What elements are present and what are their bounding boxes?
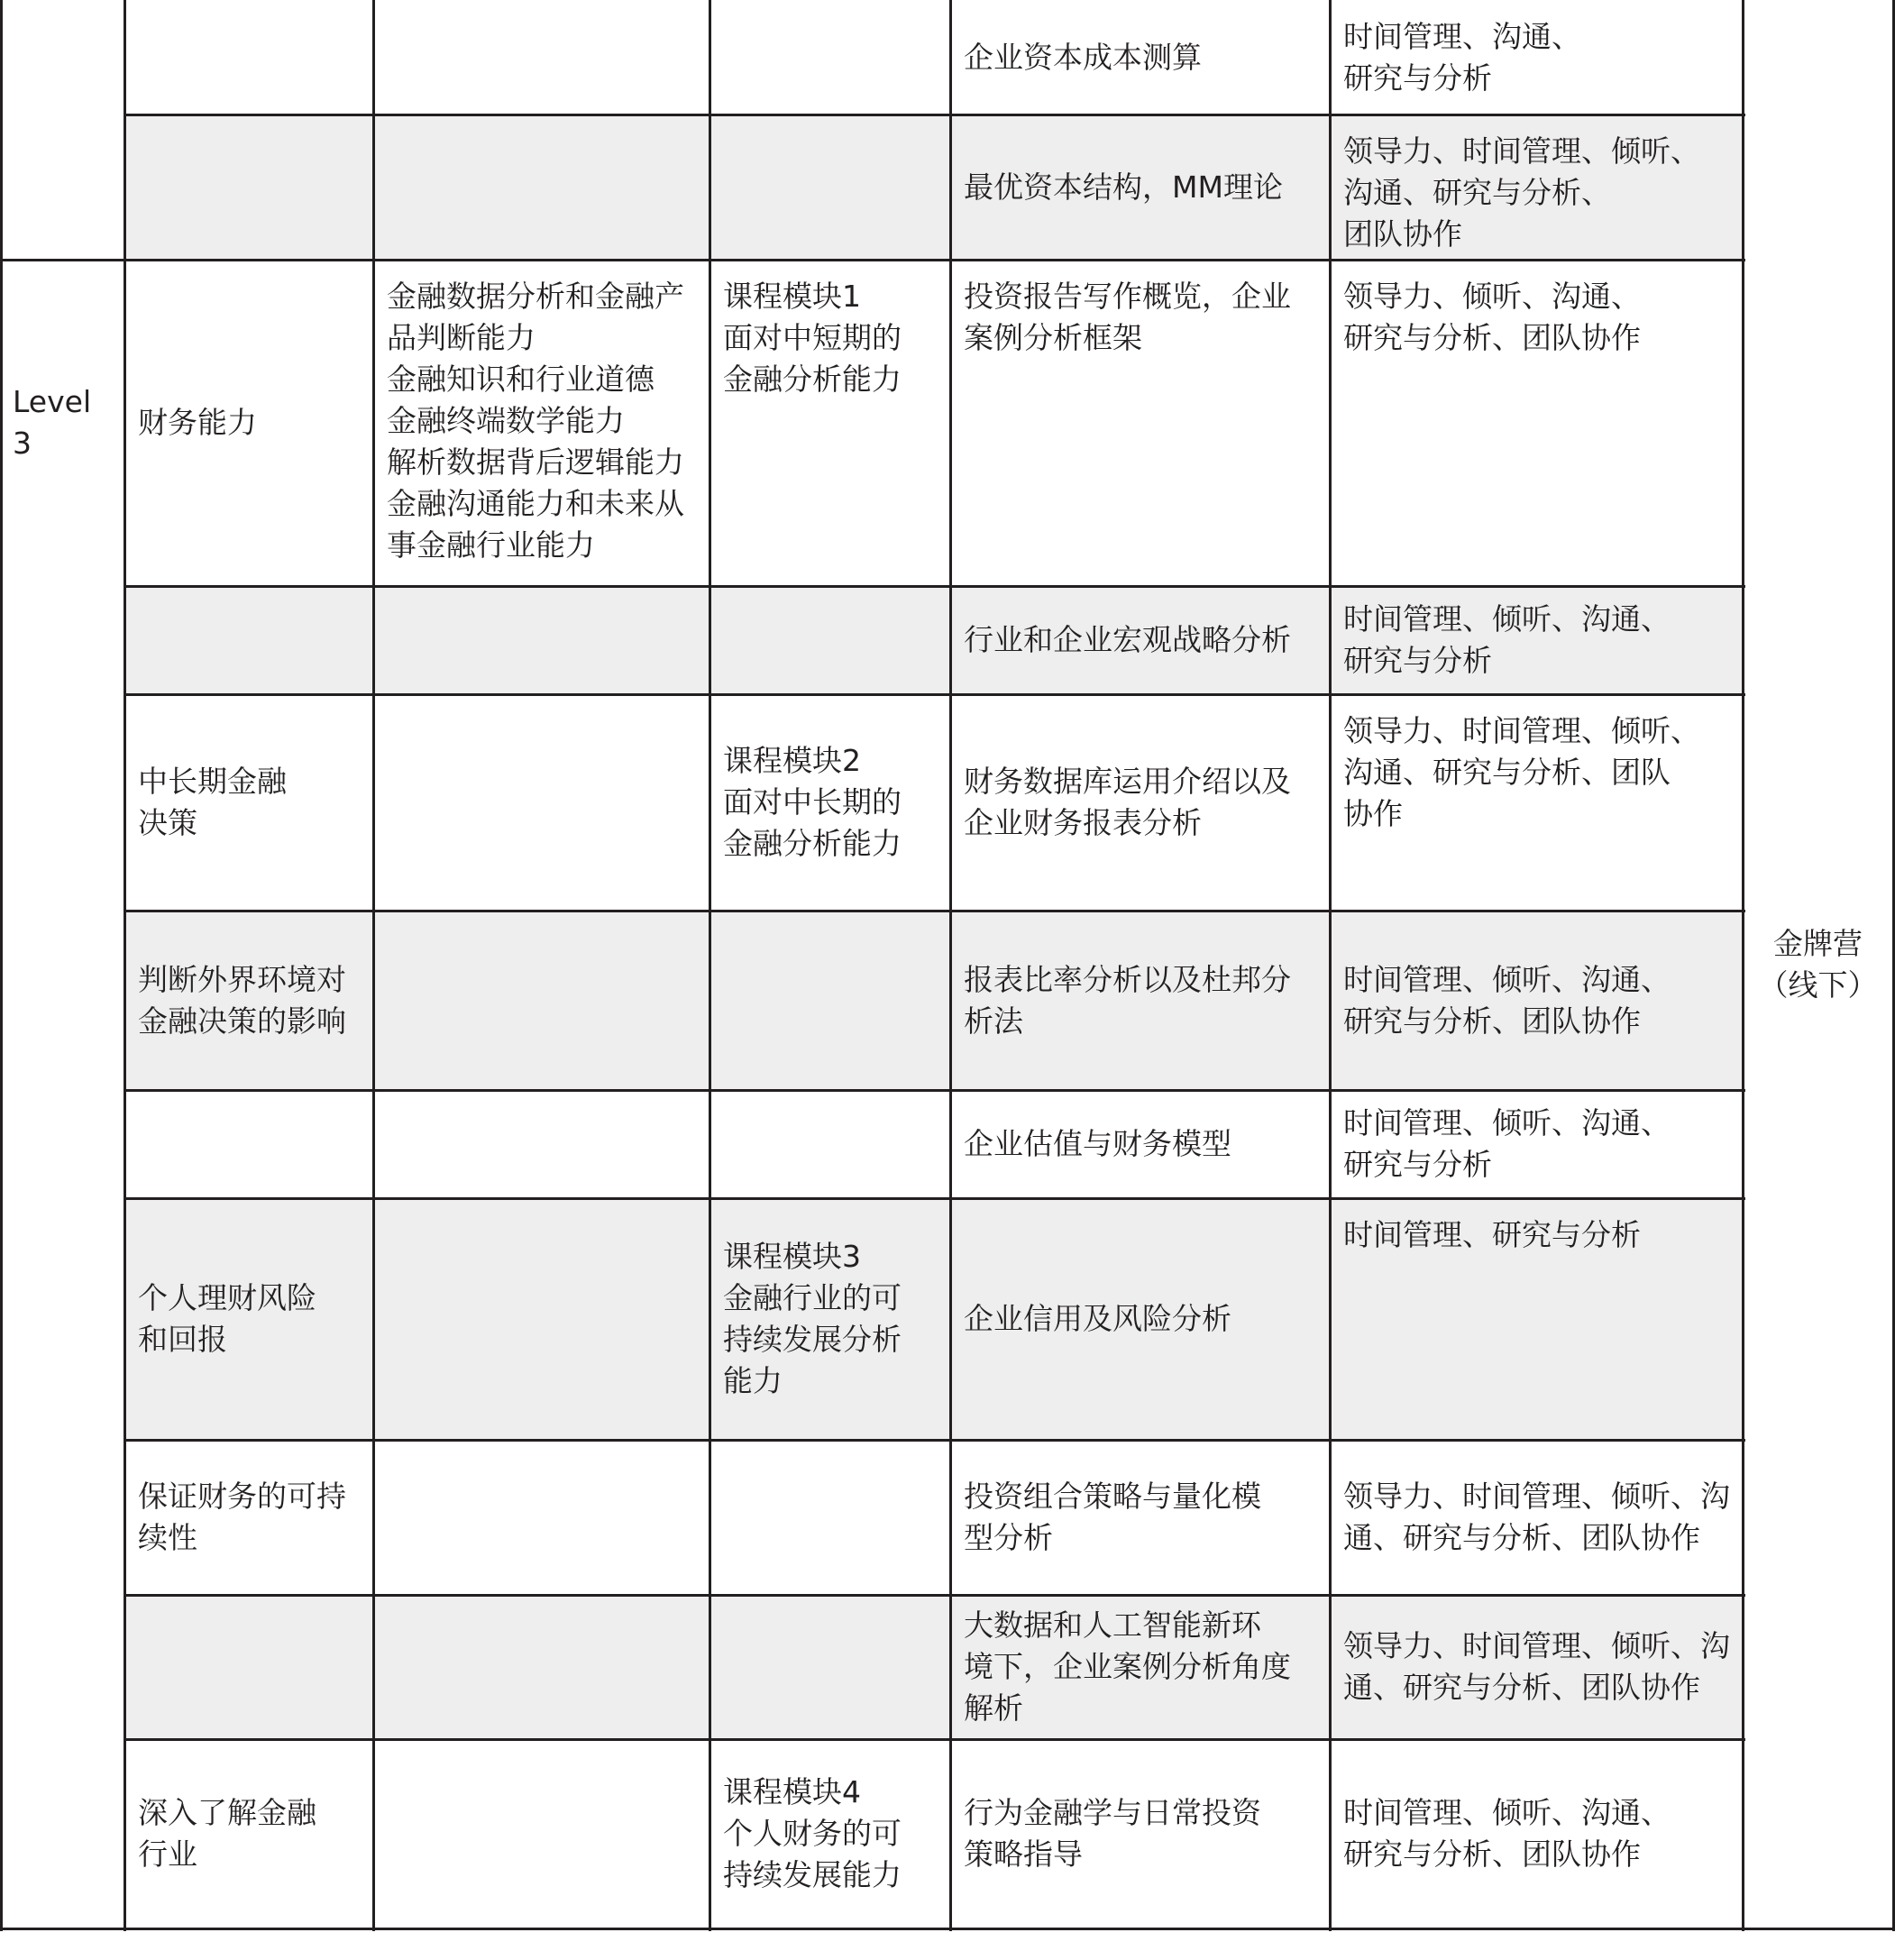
cell-text-line: 沟通、研究与分析、团队 [1343, 755, 1671, 790]
cell-text-line: 领导力、时间管理、倾听、沟 [1343, 1479, 1730, 1514]
cell-text-line: 境下，企业案例分析角度 [964, 1649, 1291, 1684]
cell-text-line: 研究与分析 [1343, 643, 1492, 678]
cell-text-line: 金融沟通能力和未来从 [387, 486, 684, 521]
cell-col4 [709, 1739, 950, 1928]
cell-text-line: 金融终端数学能力 [387, 403, 625, 438]
cell-text-line: 企业信用及风险分析 [964, 1301, 1231, 1336]
cell-text-line: 企业估值与财务模型 [964, 1126, 1231, 1161]
cell-text-line: 时间管理、沟通、 [1343, 18, 1581, 54]
cell-text-line: 研究与分析、团队协作 [1343, 1003, 1641, 1039]
cell-text-line: 案例分析框架 [964, 320, 1142, 355]
grid-line [124, 0, 126, 1931]
grid-line [124, 1738, 1745, 1741]
cell-text-line: 金融知识和行业道德 [387, 362, 655, 397]
cell-text-line: 深入了解金融 [138, 1795, 316, 1830]
cell-col5 [950, 911, 1330, 1090]
cell-col4 [709, 694, 950, 911]
cell-text-line: 持续发展分析 [723, 1322, 902, 1357]
grid-line [372, 0, 375, 1931]
cell-text-line: 面对中长期的 [723, 784, 902, 820]
grid-line [124, 693, 1745, 696]
cell-text-line: 时间管理、研究与分析 [1343, 1217, 1641, 1252]
cell-col5 [950, 260, 1330, 586]
cell-col4 [709, 1198, 950, 1440]
cell-text-line: 析法 [964, 1003, 1023, 1039]
cell-text-line: 续性 [138, 1520, 197, 1555]
grid-line [0, 1928, 1895, 1930]
cell-text-line: 行为金融学与日常投资 [964, 1795, 1261, 1830]
cell-col5 [950, 1198, 1330, 1440]
cell-text-line: 研究与分析 [1343, 60, 1492, 96]
cell-col2 [124, 1739, 373, 1928]
cell-col6 [1330, 694, 1743, 911]
cell-col6 [1330, 911, 1743, 1090]
cell-text-line: 课程模块1 [723, 279, 861, 314]
cell-col5 [950, 694, 1330, 911]
cell-col5 [950, 1440, 1330, 1595]
cell-text-line: 通、研究与分析、团队协作 [1343, 1670, 1700, 1705]
cell-col2 [124, 260, 373, 586]
cell-text-line: 型分析 [964, 1520, 1053, 1555]
cell-col2 [124, 1198, 373, 1440]
cell-text-line: 事金融行业能力 [387, 527, 595, 563]
cell-text-line: 品判断能力 [387, 320, 536, 355]
cell-text-line: 研究与分析、团队协作 [1343, 320, 1641, 355]
cell-text-line: 个人财务的可 [723, 1816, 902, 1851]
cell-text-line: 行业 [138, 1836, 197, 1872]
cell-text-line: 保证财务的可持 [138, 1479, 346, 1514]
cell-col6 [1330, 0, 1743, 114]
grid-line [124, 1439, 1745, 1442]
cell-col5 [950, 114, 1330, 260]
cell-text-line: 投资组合策略与量化模 [964, 1479, 1261, 1514]
grid-line [0, 259, 1745, 261]
cell-text-line: 判断外界环境对 [138, 961, 346, 997]
cell-col6 [1330, 586, 1743, 694]
grid-line [949, 0, 952, 1931]
cell-col6 [1330, 1739, 1743, 1928]
cell-text-line: 时间管理、倾听、沟通、 [1343, 1105, 1671, 1140]
cell-text-line: 能力 [723, 1363, 783, 1398]
cell-text-line: 通、研究与分析、团队协作 [1343, 1520, 1700, 1555]
cell-text-line: 金牌营 [1773, 925, 1863, 961]
cell-col3 [373, 260, 709, 586]
cell-text-line: 报表比率分析以及杜邦分 [964, 961, 1291, 997]
cell-col2 [124, 1440, 373, 1595]
cell-text-line: 解析 [964, 1690, 1023, 1726]
cell-text-line: 领导力、时间管理、倾听、沟 [1343, 1628, 1730, 1663]
cell-text-line: 解析数据背后逻辑能力 [387, 444, 684, 480]
cell-text-line: 课程模块2 [723, 743, 861, 778]
cell-text-line: 投资报告写作概览，企业 [964, 279, 1291, 314]
camp-label [1743, 0, 1893, 1928]
grid-line [1742, 0, 1744, 1931]
grid-line [124, 1594, 1745, 1597]
grid-line [709, 0, 711, 1931]
cell-text-line: 协作 [1343, 796, 1403, 831]
cell-text-line: 企业财务报表分析 [964, 805, 1202, 840]
cell-col5 [950, 1595, 1330, 1739]
cell-text-line: 面对中短期的 [723, 320, 902, 355]
cell-text-line: 领导力、倾听、沟通、 [1343, 279, 1641, 314]
grid-line [124, 1197, 1745, 1200]
grid-line [0, 0, 3, 1931]
cell-text-line: 企业资本成本测算 [964, 39, 1202, 75]
cell-text-line: 决策 [138, 805, 197, 840]
cell-text-line: 中长期金融 [138, 764, 287, 799]
cell-text-line: 金融分析能力 [723, 826, 902, 861]
cell-col6 [1330, 1595, 1743, 1739]
cell-text-line: 金融决策的影响 [138, 1003, 346, 1039]
cell-text-line: 时间管理、倾听、沟通、 [1343, 961, 1671, 997]
cell-text-line: 财务数据库运用介绍以及 [964, 764, 1291, 799]
cell-text-line: 课程模块4 [723, 1774, 861, 1809]
cell-text-line: 行业和企业宏观战略分析 [964, 622, 1291, 657]
cell-text-line: 最优资本结构，MM理论 [964, 169, 1283, 205]
cell-text-line: 策略指导 [964, 1836, 1083, 1872]
cell-text-line: 金融数据分析和金融产 [387, 279, 684, 314]
cell-text-line: 持续发展能力 [723, 1857, 902, 1892]
cell-col6 [1330, 1090, 1743, 1198]
cell-text-line: 研究与分析 [1343, 1147, 1492, 1182]
cell-col5 [950, 586, 1330, 694]
cell-col6 [1330, 114, 1743, 260]
cell-col2 [124, 911, 373, 1090]
cell-text-line: 大数据和人工智能新环 [964, 1607, 1261, 1643]
cell-col2 [124, 694, 373, 911]
cell-col6 [1330, 1440, 1743, 1595]
grid-line [124, 114, 1745, 116]
cell-text-line: 研究与分析、团队协作 [1343, 1836, 1641, 1872]
cell-text-line: 时间管理、倾听、沟通、 [1343, 1795, 1671, 1830]
cell-col4 [709, 260, 950, 586]
grid-line [1329, 0, 1332, 1931]
cell-text-line: 金融行业的可 [723, 1280, 902, 1315]
cell-text-line: 金融分析能力 [723, 362, 902, 397]
cell-text-line: 个人理财风险 [138, 1280, 316, 1315]
cell-col6 [1330, 1198, 1743, 1440]
grid-line [124, 1089, 1745, 1092]
cell-text-line: 领导力、时间管理、倾听、 [1343, 713, 1700, 748]
cell-text-line: 沟通、研究与分析、 [1343, 175, 1611, 210]
cell-text-line: （线下） [1758, 966, 1878, 1003]
cell-text-line: 团队协作 [1343, 216, 1462, 252]
level-text: Level 3 [13, 384, 92, 461]
cell-col6 [1330, 260, 1743, 586]
cell-text-line: 和回报 [138, 1322, 227, 1357]
grid-line [124, 585, 1745, 588]
cell-text-line: 时间管理、倾听、沟通、 [1343, 601, 1671, 637]
cell-col5 [950, 1090, 1330, 1198]
cell-col5 [950, 0, 1330, 114]
cell-text-line: 领导力、时间管理、倾听、 [1343, 133, 1700, 169]
cell-text-line: 课程模块3 [723, 1239, 861, 1274]
grid-line [124, 910, 1745, 912]
cell-col5 [950, 1739, 1330, 1928]
cell-text-line: 财务能力 [138, 405, 257, 440]
level-label [0, 260, 124, 586]
